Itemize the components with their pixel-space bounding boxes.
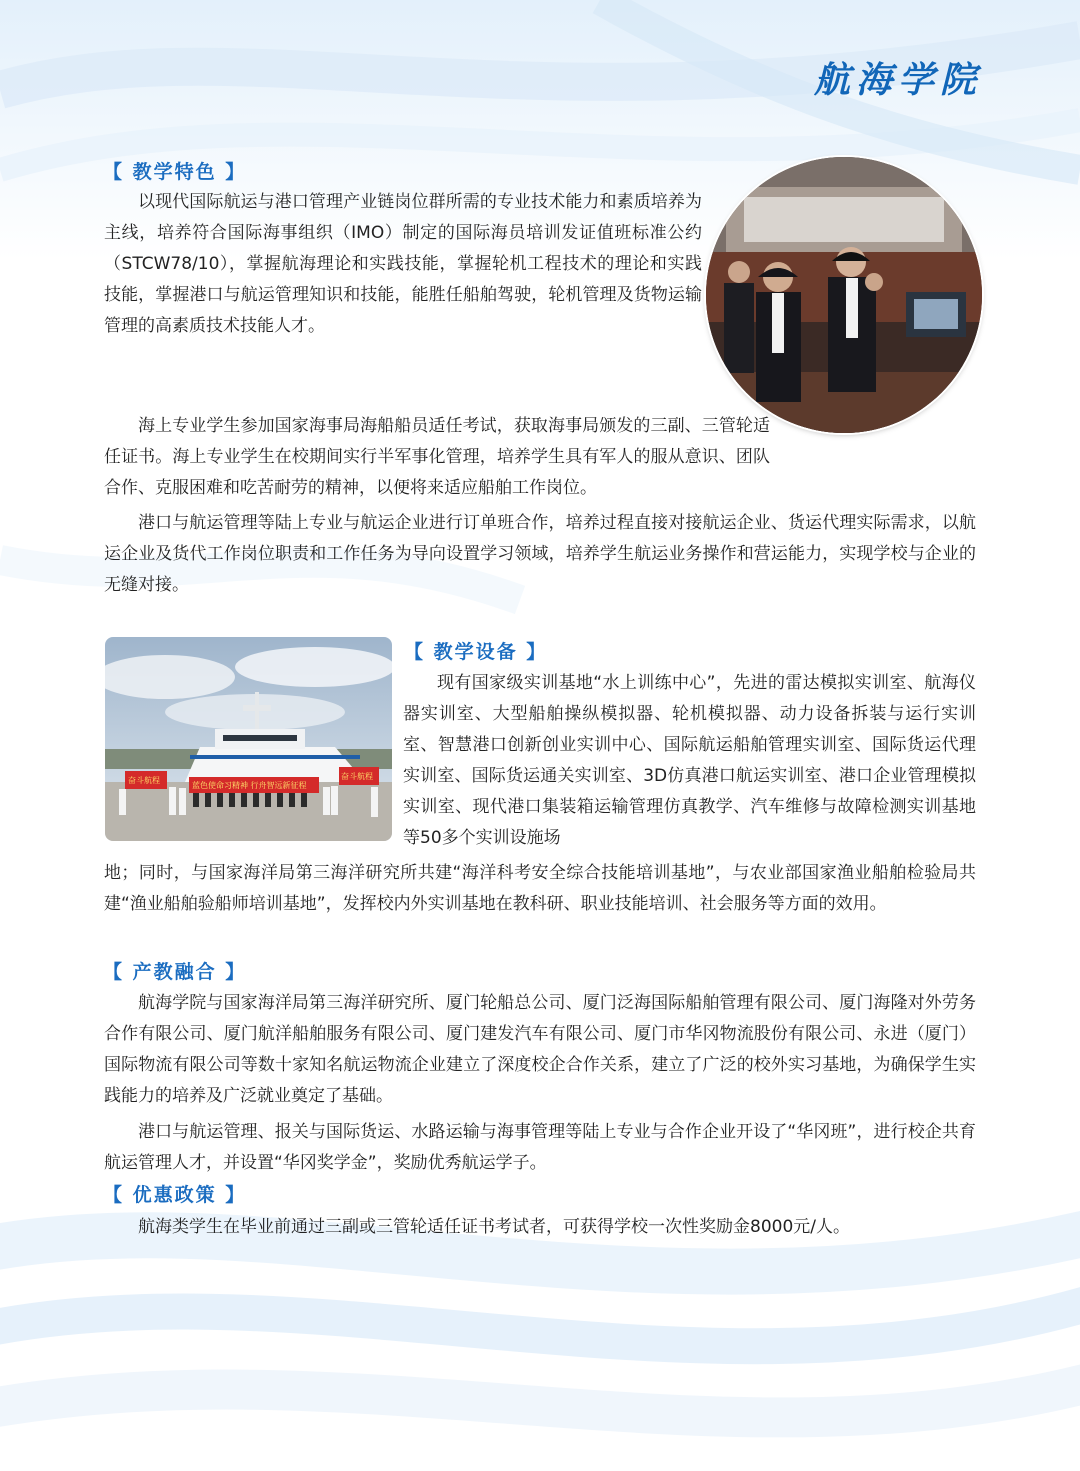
heading-industry-integration: 【 产教融合 】 (103, 961, 247, 983)
paragraph-teaching-features-3: 港口与航运管理等陆上专业与航运企业进行订单班合作，培养过程直接对接航运企业、货运代理实际需求，以航运企业及货代工作岗位职责和工作任务为导向设置学习领域，培养学生航运业务操作和营运能力，实现学校与企业的无缝对接。 (104, 513, 976, 595)
paragraph-preferential-policy-1: 航海类学生在毕业前通过三副或三管轮适任证书考试者，可获得学校一次性奖励金8000元/人。 (138, 1217, 850, 1237)
heading-teaching-equipment: 【 教学设备 】 (404, 641, 548, 663)
paragraph-teaching-features-1: 以现代国际航运与港口管理产业链岗位群所需的专业技术能力和素质培养为主线，培养符合国际海事组织（IMO）制定的国际海员培训发证值班标准公约（STCW78/10），掌握航海理论和实践技能，掌握轮机工程技术的理论和实践技能，掌握港口与航运管理知识和技能，能胜任船舶驾驶，轮机管理及货物运输管理的高素质技术技能人才。 (104, 192, 702, 336)
page-title: 航海学院 (813, 59, 982, 101)
banner-left-text: 奋斗航程 (128, 776, 160, 785)
heading-preferential-policy: 【 优惠政策 】 (103, 1184, 247, 1206)
heading-teaching-features: 【 教学特色 】 (103, 161, 247, 183)
simulator-photo (706, 157, 982, 433)
paragraph-teaching-equipment-2: 地；同时，与国家海洋局第三海洋研究所共建“海洋科考安全综合技能培训基地”，与农业部国家渔业船舶检验局共建“渔业船舶验船师培训基地”，发挥校内外实训基地在教科研、职业技能培训、社会服务等方面的效用。 (104, 863, 976, 914)
banner-right-text: 奋斗航程 (341, 772, 373, 781)
paragraph-industry-integration-1: 航海学院与国家海洋局第三海洋研究所、厦门轮船总公司、厦门泛海国际船舶管理有限公司、厦门海隆对外劳务合作有限公司、厦门航洋船舶服务有限公司、厦门建发汽车有限公司、厦门市华冈物流股份有限公司、永进（厦门）国际物流有限公司等数十家知名航运物流企业建立了深度校企合作关系，建立了广泛的校外实习基地，为确保学生实践能力的培养及广泛就业奠定了基础。 (104, 993, 976, 1106)
banner-center-text: 蓝色使命习精神 行舟智远新征程 (192, 781, 307, 790)
paragraph-teaching-equipment-1: 现有国家级实训基地“水上训练中心”，先进的雷达模拟实训室、航海仪器实训室、大型船舶操纵模拟器、轮机模拟器、动力设备拆装与运行实训室、智慧港口创新创业实训中心、国际航运船舶管理实训室、国际货运代理实训室、国际货运通关实训室、3D仿真港口航运实训室、港口企业管理模拟实训室、现代港口集装箱运输管理仿真教学、汽车维修与故障检测实训基地等50多个实训设施场 (403, 673, 976, 848)
paragraph-teaching-features-2: 海上专业学生参加国家海事局海船船员适任考试，获取海事局颁发的三副、三管轮适任证书。海上专业学生在校期间实行半军事化管理，培养学生具有军人的服从意识、团队合作、克服困难和吃苦耐劳的精神，以便将来适应船舶工作岗位。 (104, 416, 770, 498)
ship-group-photo (105, 637, 392, 841)
paragraph-industry-integration-2: 港口与航运管理、报关与国际货运、水路运输与海事管理等陆上专业与合作企业开设了“华冈班”，进行校企共育航运管理人才，并设置“华冈奖学金”，奖励优秀航运学子。 (104, 1122, 976, 1173)
